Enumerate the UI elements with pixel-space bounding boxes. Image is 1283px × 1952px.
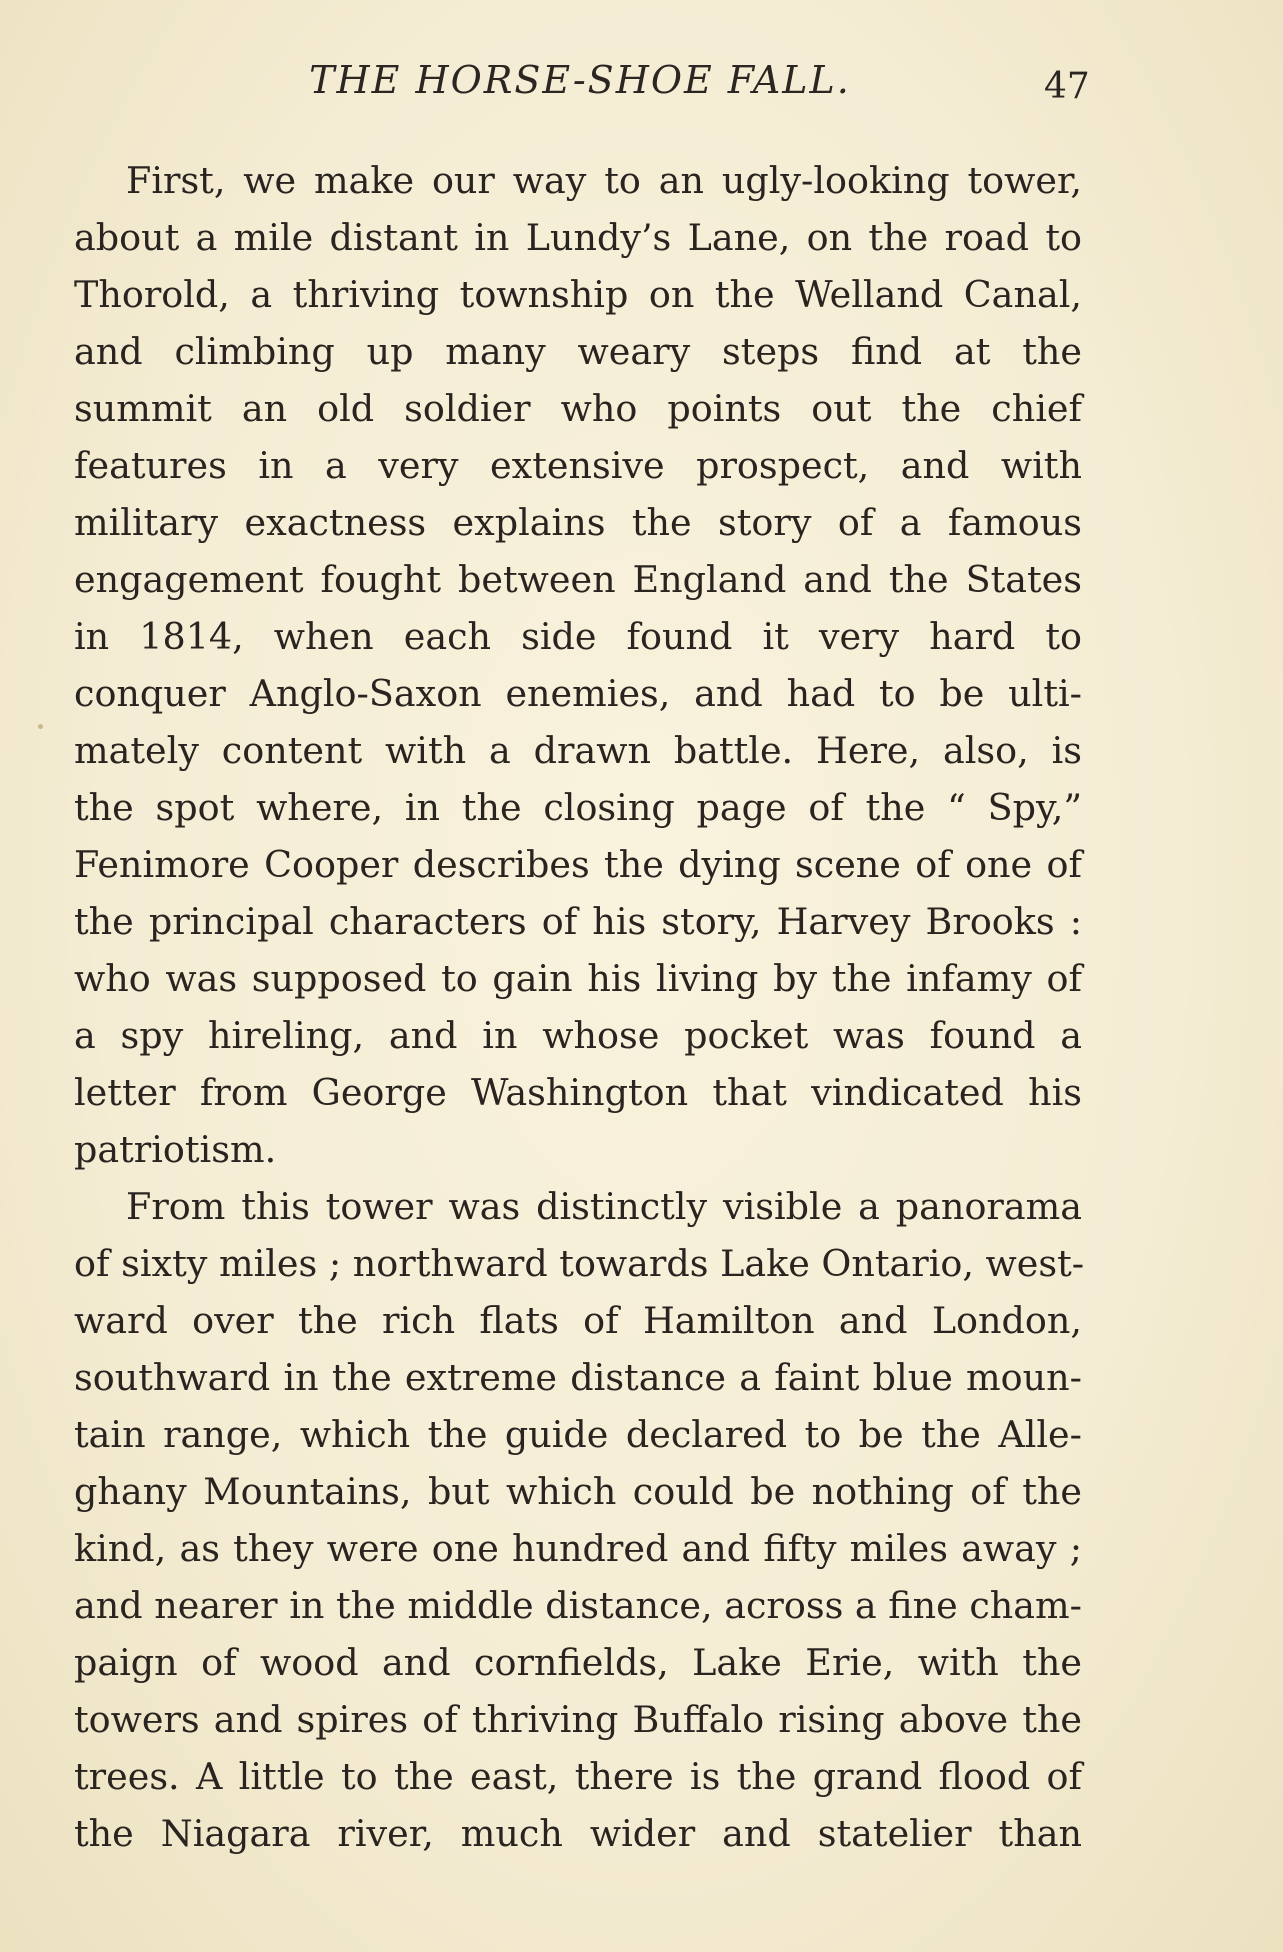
text-line: Fenimore Cooper describes the dying scene of one of xyxy=(74,843,1082,886)
paragraph-2 xyxy=(74,1178,1085,1862)
text-line: paign of wood and cornfields, Lake Erie, with the xyxy=(74,1641,1082,1684)
text-line: trees. A little to the east, there is the grand flood of xyxy=(74,1755,1082,1798)
paper-speck xyxy=(38,724,43,729)
text-line: engagement fought between England and the States xyxy=(74,558,1082,601)
text-line: in 1814, when each side found it very hard to xyxy=(74,615,1082,658)
text-line: letter from George Washington that vindicated his xyxy=(74,1071,1082,1114)
page-number: 47 xyxy=(1044,66,1090,107)
body-text xyxy=(74,152,1085,1862)
text-line: First, we make our way to an ugly-looking tower, xyxy=(126,159,1082,202)
text-line: patriotism. xyxy=(74,1128,277,1171)
text-line: of sixty miles ; northward towards Lake Ontario, west- xyxy=(74,1242,1085,1285)
text-line: a spy hireling, and in whose pocket was found a xyxy=(74,1014,1082,1057)
text-line: the Niagara river, much wider and statelier than xyxy=(74,1812,1082,1855)
text-line: ghany Mountains, but which could be nothing of the xyxy=(74,1470,1082,1513)
text-line: conquer Anglo-Saxon enemies, and had to be ulti- xyxy=(74,672,1082,715)
text-line: the spot where, in the closing page of the “ Spy,” xyxy=(74,786,1082,829)
text-line: and climbing up many weary steps find at the xyxy=(74,330,1082,373)
text-line: the principal characters of his story, Harvey Brooks : xyxy=(74,900,1082,943)
paragraph-1 xyxy=(74,152,1082,1178)
text-line: Thorold, a thriving township on the Welland Canal, xyxy=(74,273,1082,316)
text-line: and nearer in the middle distance, across a fine cham- xyxy=(74,1584,1082,1627)
text-line: From this tower was distinctly visible a panorama xyxy=(126,1185,1082,1228)
text-line: ward over the rich flats of Hamilton and London, xyxy=(74,1299,1082,1342)
text-line: kind, as they were one hundred and fifty miles away ; xyxy=(74,1527,1082,1570)
text-line: towers and spires of thriving Buffalo rising above the xyxy=(74,1698,1082,1741)
running-title: THE HORSE-SHOE FALL. xyxy=(309,58,851,102)
text-line: about a mile distant in Lundy’s Lane, on the road to xyxy=(74,216,1082,259)
text-line: southward in the extreme distance a faint blue moun- xyxy=(74,1356,1082,1399)
text-line: mately content with a drawn battle. Here, also, is xyxy=(74,729,1082,772)
text-line: who was supposed to gain his living by the infamy of xyxy=(74,957,1082,1000)
text-line: military exactness explains the story of a famous xyxy=(74,501,1082,544)
text-line: tain range, which the guide declared to be the Alle- xyxy=(74,1413,1082,1456)
text-line: summit an old soldier who points out the chief xyxy=(74,387,1082,430)
text-line: features in a very extensive prospect, and with xyxy=(74,444,1082,487)
